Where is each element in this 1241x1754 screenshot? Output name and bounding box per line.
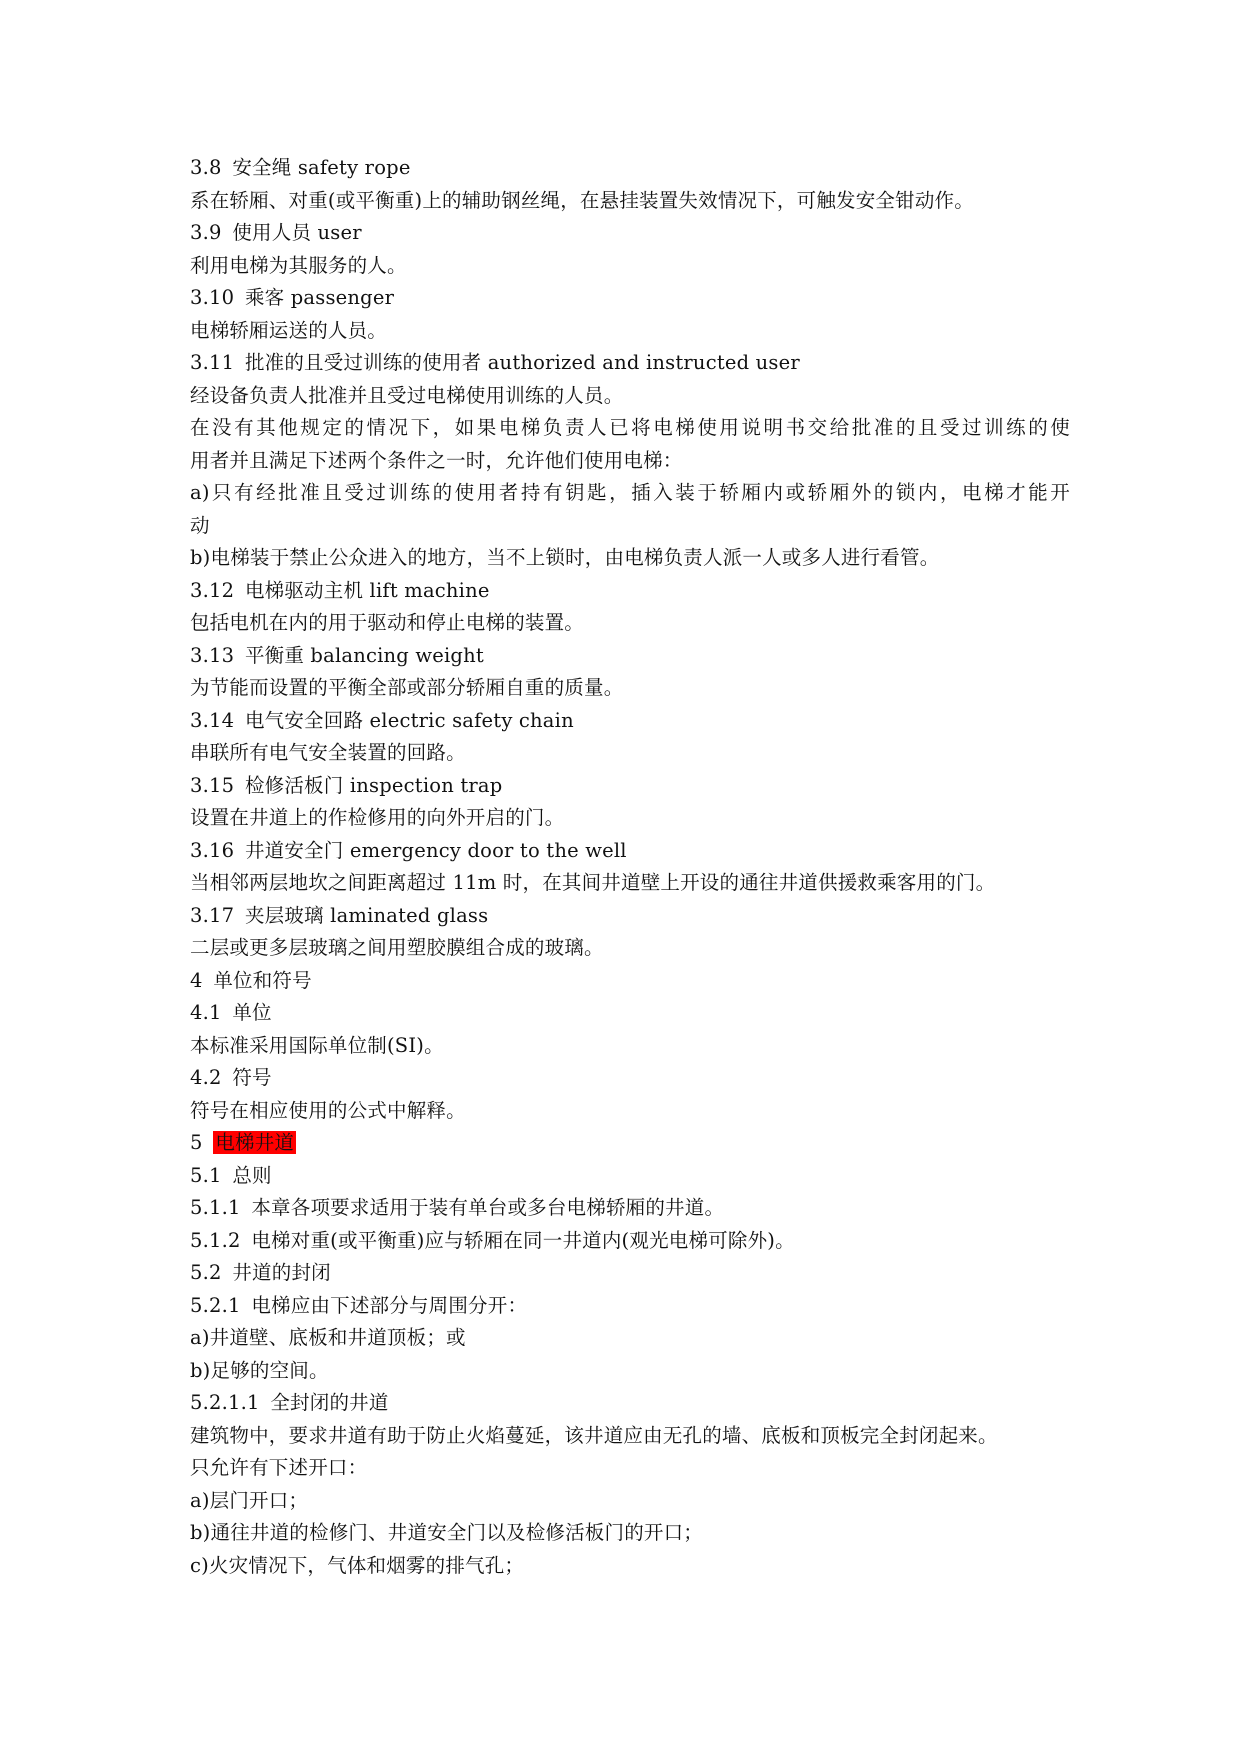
- text-line: [190, 412, 1070, 445]
- line-text: b)足够的空间。: [190, 1358, 329, 1382]
- line-text: b)电梯装于禁止公众进入的地方，当不上锁时，由电梯负责人派一人或多人进行看管。: [190, 546, 940, 569]
- text-line: [190, 932, 1070, 965]
- line-text: 乘客 passenger: [244, 286, 395, 309]
- line-text: 单位和符号: [213, 968, 312, 992]
- section-number: 3.10: [190, 286, 235, 309]
- section-heading: [190, 770, 1070, 803]
- section-number: 5.2.1.1: [190, 1391, 260, 1414]
- line-text: 包括电机在内的用于驱动和停止电梯的装置。: [190, 611, 585, 634]
- section-number: 5.2: [190, 1261, 222, 1284]
- section-number: 3.17: [190, 903, 235, 927]
- text-line: [190, 737, 1070, 770]
- text-line: [190, 867, 1070, 900]
- section-number: 5.1.1: [190, 1196, 241, 1219]
- section-heading: [190, 640, 1070, 673]
- section-number: 5.1: [190, 1163, 222, 1187]
- line-text: 符号: [232, 1066, 272, 1089]
- section-heading: [190, 347, 1070, 380]
- line-text: 电梯对重(或平衡重)应与轿厢在同一井道内(观光电梯可除外)。: [251, 1228, 795, 1252]
- line-text: 夹层玻璃 laminated glass: [244, 903, 489, 927]
- section-number: 3.14: [190, 708, 235, 732]
- line-text: 当相邻两层地坎之间距离超过 11m 时，在其间井道壁上开设的通往井道供援救乘客用的门。: [190, 871, 996, 894]
- section-heading: [190, 965, 1070, 998]
- section-number: 3.16: [190, 838, 235, 862]
- section-heading: [190, 152, 1070, 185]
- text-line: [190, 672, 1070, 705]
- line-text: 经设备负责人批准并且受过电梯使用训练的人员。: [190, 383, 624, 407]
- text-line: [190, 445, 1070, 478]
- line-text: c)火灾情况下，气体和烟雾的排气孔；: [190, 1553, 525, 1577]
- text-line: [190, 1030, 1070, 1063]
- text-line: [190, 1485, 1070, 1518]
- section-number: 3.13: [190, 643, 235, 667]
- section-number: 4.1: [190, 1001, 222, 1024]
- text-line: [190, 1095, 1070, 1128]
- line-text: 电梯应由下述部分与周围分开：: [251, 1293, 528, 1317]
- line-text: 二层或更多层玻璃之间用塑胶膜组合成的玻璃。: [190, 936, 604, 959]
- section-heading: [190, 1192, 1070, 1225]
- section-number: 4: [190, 968, 203, 992]
- line-text: a)只有经批准且受过训练的使用者持有钥匙，插入装于轿厢内或轿厢外的锁内，电梯才能开: [190, 481, 1070, 504]
- section-heading: [190, 1160, 1070, 1193]
- line-text: 为节能而设置的平衡全部或部分轿厢自重的质量。: [190, 676, 624, 699]
- section-number: 5.2.1: [190, 1293, 241, 1317]
- line-text: 安全绳 safety rope: [232, 156, 411, 179]
- section-heading: [190, 575, 1070, 608]
- text-line: [190, 1550, 1070, 1583]
- line-text: 井道的封闭: [232, 1261, 331, 1284]
- line-text: 电气安全回路 electric safety chain: [244, 708, 574, 732]
- section-heading: [190, 997, 1070, 1030]
- line-text: 井道安全门 emergency door to the well: [244, 838, 627, 862]
- line-text: a)层门开口；: [190, 1488, 309, 1512]
- line-text: 电梯轿厢运送的人员。: [190, 318, 388, 342]
- line-text: 利用电梯为其服务的人。: [190, 253, 407, 277]
- text-line: [190, 380, 1070, 413]
- text-line: [190, 1452, 1070, 1485]
- section-number: 3.9: [190, 221, 222, 244]
- section-number: 3.12: [190, 578, 235, 602]
- section-heading: [190, 1387, 1070, 1420]
- highlighted-heading-text: 电梯井道: [215, 1131, 295, 1154]
- text-line: [190, 1355, 1070, 1388]
- section-heading: [190, 1127, 1070, 1160]
- text-line: [190, 185, 1070, 218]
- section-heading: [190, 217, 1070, 250]
- section-number: 4.2: [190, 1066, 222, 1089]
- line-text: 在没有其他规定的情况下，如果电梯负责人已将电梯使用说明书交给批准的且受过训练的使: [190, 416, 1070, 439]
- text-line: [190, 510, 1070, 543]
- line-text: 全封闭的井道: [270, 1391, 389, 1414]
- section-heading: [190, 1225, 1070, 1258]
- text-line: [190, 1420, 1070, 1453]
- line-text: 建筑物中，要求井道有助于防止火焰蔓延，该井道应由无孔的墙、底板和顶板完全封闭起来。: [190, 1423, 998, 1447]
- line-text: 平衡重 balancing weight: [244, 643, 484, 667]
- text-line: [190, 542, 1070, 575]
- line-text: 电梯驱动主机 lift machine: [244, 578, 490, 602]
- line-text: 本章各项要求适用于装有单台或多台电梯轿厢的井道。: [251, 1196, 725, 1219]
- section-heading: [190, 1062, 1070, 1095]
- section-heading: [190, 1290, 1070, 1323]
- section-heading: [190, 835, 1070, 868]
- line-text: 串联所有电气安全装置的回路。: [190, 741, 466, 764]
- section-heading: [190, 900, 1070, 933]
- text-line: [190, 250, 1070, 283]
- text-line: [190, 802, 1070, 835]
- line-text: 单位: [232, 1001, 272, 1024]
- section-heading: [190, 705, 1070, 738]
- line-text: 用者并且满足下述两个条件之一时，允许他们使用电梯：: [190, 448, 683, 472]
- section-number: 3.15: [190, 773, 235, 797]
- line-text: 本标准采用国际单位制(SI)。: [190, 1033, 444, 1057]
- line-text: 检修活板门 inspection trap: [244, 773, 503, 797]
- text-line: [190, 315, 1070, 348]
- line-text: 系在轿厢、对重(或平衡重)上的辅助钢丝绳，在悬挂装置失效情况下，可触发安全钳动作。: [190, 188, 974, 212]
- section-number: 3.11: [190, 351, 235, 374]
- line-text: 只允许有下述开口：: [190, 1456, 368, 1479]
- text-line: [190, 477, 1070, 510]
- line-text: b)通往井道的检修门、井道安全门以及检修活板门的开口；: [190, 1521, 703, 1544]
- text-line: [190, 1517, 1070, 1550]
- document-page: [190, 152, 1070, 1582]
- section-heading: [190, 1257, 1070, 1290]
- section-heading: [190, 282, 1070, 315]
- line-text: 符号在相应使用的公式中解释。: [190, 1098, 466, 1122]
- line-text: 使用人员 user: [232, 221, 362, 244]
- text-line: [190, 1322, 1070, 1355]
- section-number: 5: [190, 1131, 203, 1154]
- text-line: [190, 607, 1070, 640]
- line-text: 设置在井道上的作检修用的向外开启的门。: [190, 806, 565, 829]
- section-number: 3.8: [190, 156, 222, 179]
- section-number: 5.1.2: [190, 1228, 241, 1252]
- line-text: a)井道壁、底板和井道顶板；或: [190, 1326, 466, 1349]
- line-text: 批准的且受过训练的使用者 authorized and instructed user: [244, 351, 800, 374]
- line-text: 总则: [232, 1163, 272, 1187]
- line-text: 动: [190, 513, 210, 537]
